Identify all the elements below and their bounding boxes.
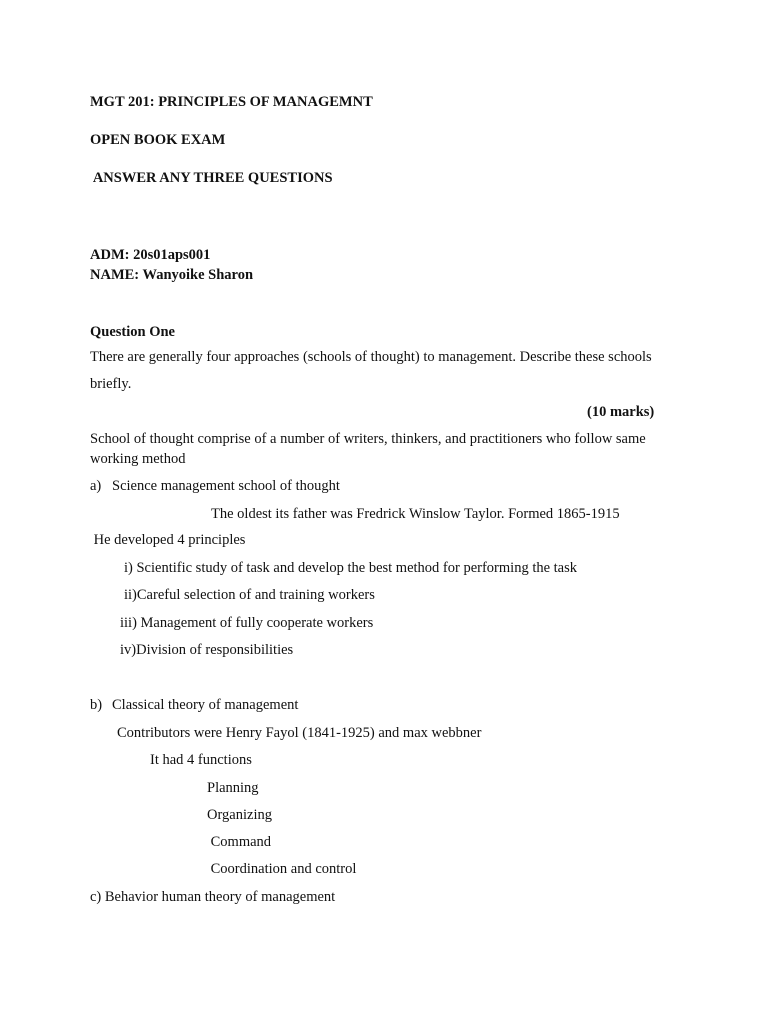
function-item: Command [207,834,272,850]
function-item: Organizing [207,807,272,823]
section-a-title: Science management school of thought [112,478,340,494]
section-b-contributors: Contributors were Henry Fayol (1841-1925) and max webbner [117,725,482,741]
section-a-detail: The oldest its father was Fredrick Winslow Taylor. Formed 1865-1915 [211,506,620,522]
section-b-title: Classical theory of management [112,697,299,713]
principle-item: ii)Careful selection of and training workers [124,587,375,603]
question-marks: (10 marks) [587,404,655,420]
student-adm: ADM: 20s01aps001 [90,247,211,263]
intro-line1: School of thought comprise of a number of writers, thinkers, and practitioners who follow same [90,431,646,447]
section-c-title: c) Behavior human theory of management [90,889,336,905]
section-b-label: b) [90,697,103,713]
function-item: Coordination and control [207,861,357,877]
intro-line2: working method [90,451,186,467]
principle-item: i) Scientific study of task and develop the best method for performing the task [124,560,578,576]
exam-instruction: ANSWER ANY THREE QUESTIONS [90,170,333,186]
section-b-functions-intro: It had 4 functions [150,752,252,768]
course-title: MGT 201: PRINCIPLES OF MANAGEMNT [90,94,373,110]
principle-item: iii) Management of fully cooperate workers [120,615,374,631]
exam-type: OPEN BOOK EXAM [90,132,226,148]
student-name: NAME: Wanyoike Sharon [90,267,254,283]
question-prompt-line2: briefly. [90,376,132,392]
function-item: Planning [207,780,259,796]
question-prompt-line1: There are generally four approaches (schools of thought) to management. Describe these schools [90,349,652,365]
section-a-principles-intro: He developed 4 principles [90,532,246,548]
section-a-label: a) [90,478,102,494]
question-heading: Question One [90,324,175,340]
principle-item: iv)Division of responsibilities [120,642,294,658]
